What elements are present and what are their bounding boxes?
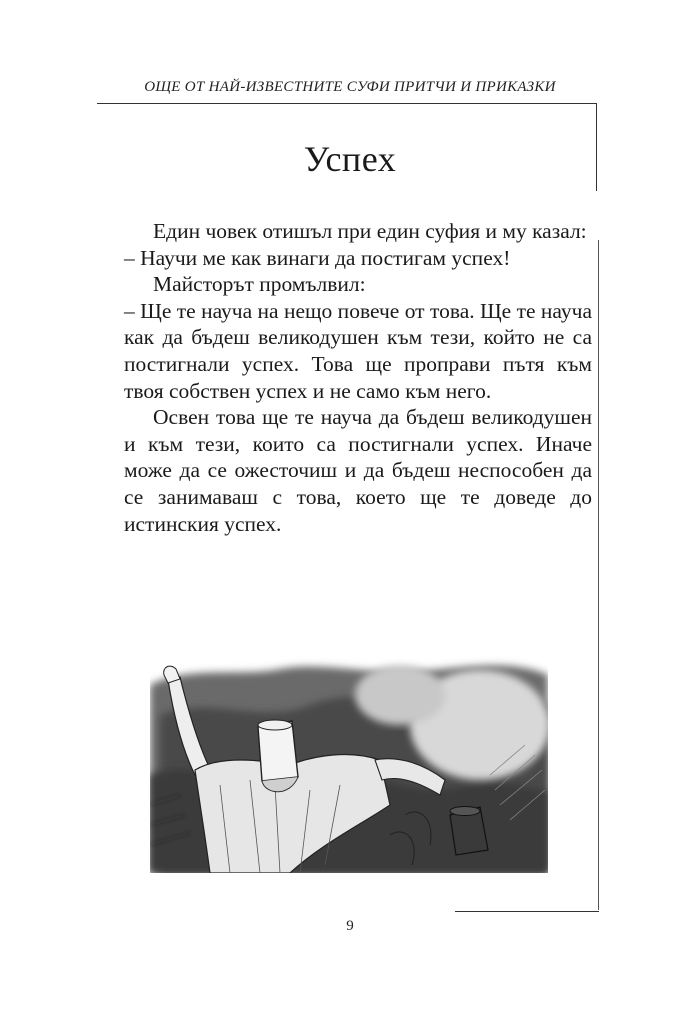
paragraph: – Научи ме как винаги да постигам успех!	[124, 245, 511, 270]
paragraph: Освен това ще те науча да бъдеш великодушен и към тези, които са постигнали успех. Иначе може да се ожесточиш и да бъдеш неспособен да се занимаваш с това, което ще те доведе до истинския успех.	[124, 405, 592, 536]
footer-rule	[455, 911, 599, 912]
story-title: Успех	[303, 139, 397, 179]
story-body	[124, 218, 592, 537]
dervish-illustration	[150, 655, 548, 873]
paragraph: Майсторът промълвил:	[153, 272, 366, 297]
header-rule	[97, 103, 597, 104]
running-header: ОЩЕ ОТ НАЙ-ИЗВЕСТНИТЕ СУФИ ПРИТЧИ И ПРИКАЗКИ	[144, 79, 556, 95]
paragraph: – Ще те науча на нещо повече от това. Ще те науча как да бъдеш великодушен към тези, който не са постигнали успех. Това ще проправи пътя към твоя собствен успех и не само към него.	[124, 298, 592, 403]
paragraph: Един човек отишъл при един суфия и му казал:	[153, 219, 587, 243]
right-rule-lower	[598, 240, 599, 910]
page-number: 9	[346, 918, 354, 934]
